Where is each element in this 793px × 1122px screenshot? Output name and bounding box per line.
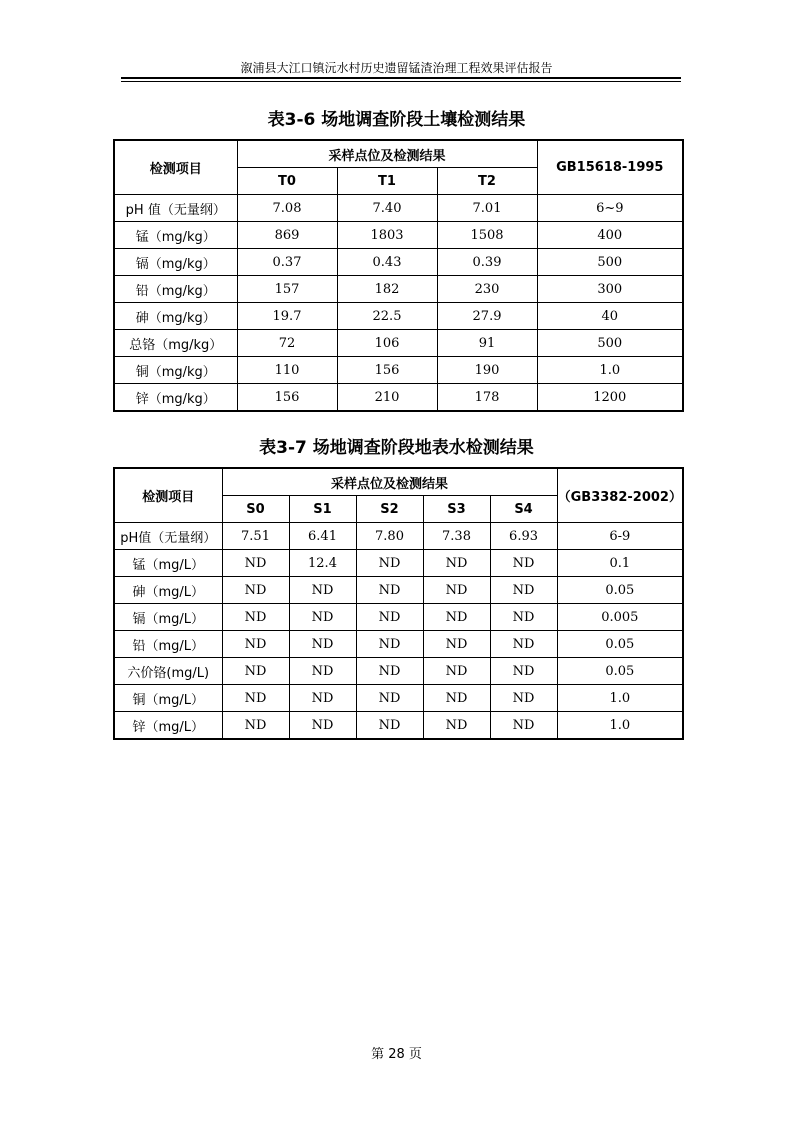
item-cell: pH值（无量纲） (114, 523, 222, 550)
value-cell: ND (222, 577, 289, 604)
standard-cell: 1.0 (557, 712, 683, 740)
value-cell: 156 (237, 384, 337, 412)
value-cell: 72 (237, 330, 337, 357)
value-cell: ND (490, 604, 557, 631)
value-cell: 210 (337, 384, 437, 412)
value-cell: 157 (237, 276, 337, 303)
value-cell: 0.39 (437, 249, 537, 276)
standard-cell: 0.05 (557, 658, 683, 685)
value-cell: ND (423, 658, 490, 685)
item-cell: 镉（mg/kg） (114, 249, 237, 276)
value-cell: 1508 (437, 222, 537, 249)
value-cell: 0.37 (237, 249, 337, 276)
value-cell: 110 (237, 357, 337, 384)
item-cell: 六价铬(mg/L) (114, 658, 222, 685)
item-cell: 砷（mg/kg） (114, 303, 237, 330)
standard-cell: 1.0 (557, 685, 683, 712)
value-cell: ND (222, 550, 289, 577)
value-cell: 22.5 (337, 303, 437, 330)
value-cell: ND (222, 631, 289, 658)
point-header: S0 (222, 496, 289, 523)
standard-cell: 6-9 (557, 523, 683, 550)
item-cell: 铅（mg/L） (114, 631, 222, 658)
value-cell: 7.51 (222, 523, 289, 550)
point-header: S4 (490, 496, 557, 523)
item-cell: 镉（mg/L） (114, 604, 222, 631)
value-cell: 156 (337, 357, 437, 384)
value-cell: 1803 (337, 222, 437, 249)
value-cell: ND (222, 712, 289, 740)
value-cell: 230 (437, 276, 537, 303)
value-cell: ND (423, 604, 490, 631)
standard-cell: 6~9 (537, 195, 683, 222)
table-row (114, 303, 683, 330)
value-cell: 178 (437, 384, 537, 412)
value-cell: 19.7 (237, 303, 337, 330)
value-cell: ND (356, 712, 423, 740)
value-cell: 182 (337, 276, 437, 303)
item-cell: 总铬（mg/kg） (114, 330, 237, 357)
value-cell: 7.08 (237, 195, 337, 222)
value-cell: ND (356, 685, 423, 712)
table-row (114, 550, 683, 577)
value-cell: ND (289, 712, 356, 740)
table-row (114, 276, 683, 303)
value-cell: ND (423, 712, 490, 740)
point-header: S2 (356, 496, 423, 523)
value-cell: 869 (237, 222, 337, 249)
item-cell: 锌（mg/L） (114, 712, 222, 740)
standard-cell: 0.005 (557, 604, 683, 631)
value-cell: ND (289, 604, 356, 631)
item-cell: 锰（mg/L） (114, 550, 222, 577)
table-row (114, 195, 683, 222)
value-cell: 91 (437, 330, 537, 357)
table-row (114, 712, 683, 740)
standard-cell: 0.1 (557, 550, 683, 577)
point-header: S3 (423, 496, 490, 523)
standard-cell: 500 (537, 330, 683, 357)
standard-cell: 0.05 (557, 577, 683, 604)
point-header: T2 (437, 168, 537, 195)
table-row (114, 330, 683, 357)
value-cell: 106 (337, 330, 437, 357)
table-row (114, 604, 683, 631)
header-rule-thin (121, 81, 681, 82)
table-row (114, 577, 683, 604)
value-cell: ND (423, 550, 490, 577)
value-cell: ND (356, 658, 423, 685)
standard-cell: 40 (537, 303, 683, 330)
header-rule-thick (121, 77, 681, 79)
point-header: S1 (289, 496, 356, 523)
value-cell: 7.80 (356, 523, 423, 550)
item-cell: 锌（mg/kg） (114, 384, 237, 412)
value-cell: ND (423, 577, 490, 604)
value-cell: 12.4 (289, 550, 356, 577)
value-cell: ND (289, 658, 356, 685)
value-cell: ND (289, 631, 356, 658)
item-cell: 铜（mg/L） (114, 685, 222, 712)
value-cell: ND (490, 658, 557, 685)
point-header: T1 (337, 168, 437, 195)
value-cell: ND (289, 577, 356, 604)
table-row (114, 685, 683, 712)
standard-cell: 300 (537, 276, 683, 303)
surface-water-results-table (113, 467, 684, 740)
value-cell: 0.43 (337, 249, 437, 276)
soil-results-table (113, 139, 684, 412)
value-cell: ND (222, 604, 289, 631)
point-header: T0 (237, 168, 337, 195)
value-cell: ND (490, 685, 557, 712)
report-header-title: 溆浦县大江口镇沅水村历史遗留锰渣治理工程效果评估报告 (240, 61, 553, 75)
item-cell: 铅（mg/kg） (114, 276, 237, 303)
value-cell: ND (490, 712, 557, 740)
value-cell: 7.01 (437, 195, 537, 222)
value-cell: ND (423, 631, 490, 658)
surface-water-results-body (114, 523, 683, 740)
value-cell: 6.93 (490, 523, 557, 550)
value-cell: ND (356, 577, 423, 604)
standard-cell: 1200 (537, 384, 683, 412)
value-cell: 7.40 (337, 195, 437, 222)
table-row (114, 658, 683, 685)
value-cell: ND (490, 577, 557, 604)
table1-caption: 表3-6 场地调查阶段土壤检测结果 (267, 110, 526, 130)
value-cell: ND (289, 685, 356, 712)
table2-caption: 表3-7 场地调查阶段地表水检测结果 (259, 438, 534, 458)
table-row (114, 523, 683, 550)
item-cell: 锰（mg/kg） (114, 222, 237, 249)
table-row (114, 249, 683, 276)
table-row (114, 384, 683, 412)
soil-results-body (114, 195, 683, 412)
value-cell: 6.41 (289, 523, 356, 550)
value-cell: ND (356, 550, 423, 577)
value-cell: ND (490, 631, 557, 658)
value-cell: ND (356, 604, 423, 631)
item-cell: pH 值（无量纲） (114, 195, 237, 222)
value-cell: ND (222, 658, 289, 685)
value-cell: ND (490, 550, 557, 577)
sampling-group-header: 采样点位及检测结果 (222, 468, 557, 496)
sampling-group-header: 采样点位及检测结果 (237, 140, 537, 168)
page-number: 第 28 页 (371, 1047, 422, 1062)
value-cell: 7.38 (423, 523, 490, 550)
table-row (114, 631, 683, 658)
table-row (114, 357, 683, 384)
table-row (114, 222, 683, 249)
value-cell: 190 (437, 357, 537, 384)
value-cell: ND (356, 631, 423, 658)
standard-cell: 1.0 (537, 357, 683, 384)
item-header: 检测项目 (114, 468, 222, 523)
value-cell: 27.9 (437, 303, 537, 330)
standard-header: （GB3382-2002） (557, 468, 683, 523)
standard-cell: 400 (537, 222, 683, 249)
standard-header: GB15618-1995 (537, 140, 683, 195)
item-header: 检测项目 (114, 140, 237, 195)
item-cell: 砷（mg/L） (114, 577, 222, 604)
standard-cell: 0.05 (557, 631, 683, 658)
standard-cell: 500 (537, 249, 683, 276)
value-cell: ND (423, 685, 490, 712)
item-cell: 铜（mg/kg） (114, 357, 237, 384)
value-cell: ND (222, 685, 289, 712)
